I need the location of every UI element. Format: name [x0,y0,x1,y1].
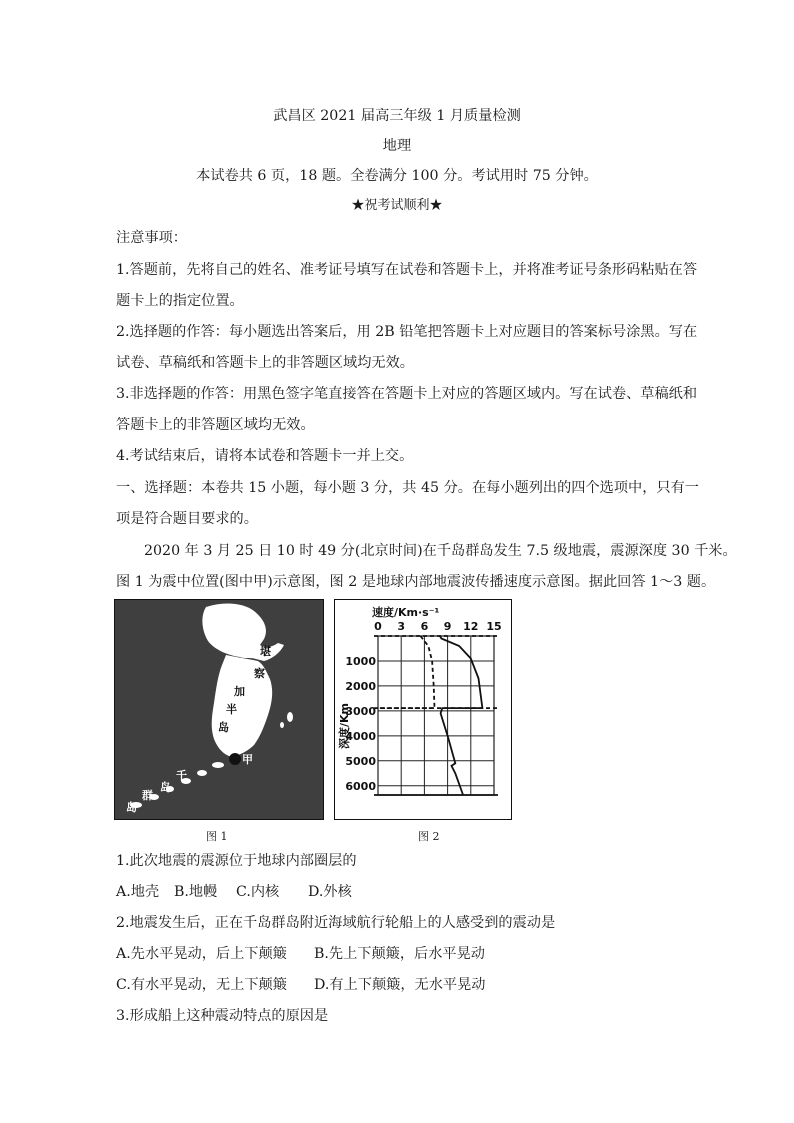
x-tick-label: 12 [463,620,479,633]
passage-text: 图 1 为震中位置(图中甲)示意图，图 2 是地球内部地震波传播速度示意图。据此回答 1～3 题。 [116,574,716,590]
figure2-caption: 图 2 [418,830,440,843]
notes-heading: 注意事项： [116,230,187,246]
subject-title: 地理 [382,138,412,154]
island [280,722,284,728]
x-tick-label: 15 [486,620,502,633]
y-axis-title: 深度/Km [338,702,351,749]
epicenter-label: 甲 [242,753,253,766]
islands-label-char: 群 [142,789,153,802]
peninsula-label-char: 堪 [260,645,271,658]
note-line: 3.非选择题的作答：用黑色签字笔直接答在答题卡上对应的答题区域内。写在试卷、草稿纸和 [116,386,698,402]
x-axis-title: 速度/Km·s⁻¹ [372,606,440,619]
option[interactable]: C.有水平晃动，无上下颠簸 [116,977,287,993]
wish-line: ★祝考试顺利★ [351,198,443,213]
option[interactable]: D.外核 [308,884,352,900]
note-line: 1.答题前，先将自己的姓名、准考证号填写在试卷和答题卡上，并将准考证号条形码粘贴在答 [116,262,698,278]
exam-info: 本试卷共 6 页，18 题。全卷满分 100 分。考试用时 75 分钟。 [196,168,598,184]
x-tick-label: 3 [397,620,406,633]
figure2-chart [334,599,512,820]
island [212,762,224,768]
figure1-map [114,599,324,820]
question-stem: 3.形成船上这种震动特点的原因是 [116,1008,329,1024]
option[interactable]: A.地壳 [116,884,160,900]
x-tick-label: 6 [420,620,429,633]
option[interactable]: B.先上下颠簸，后水平晃动 [314,946,485,962]
passage-text: 2020 年 3 月 25 日 10 时 49 分(北京时间)在千岛群岛发生 7.5 级地震，震源深度 30 千米。 [144,543,737,559]
question-options [116,975,485,995]
epicenter-marker [229,753,241,765]
y-tick-label: 2000 [345,679,376,693]
exam-title: 武昌区 2021 届高三年级 1 月质量检测 [273,108,521,124]
option[interactable]: A.先水平晃动，后上下颠簸 [116,946,287,962]
y-tick-label: 4000 [345,729,376,743]
figure1-caption: 图 1 [206,830,228,843]
question-options [116,944,485,964]
islands-label-char: 岛 [160,781,171,794]
option[interactable]: C.内核 [236,884,280,900]
note-line: 2.选择题的作答：每小题选出答案后，用 2B 铅笔把答题卡上对应题目的答案标号涂黑。写在 [116,324,698,340]
island [197,770,207,776]
note-line: 题卡上的指定位置。 [116,293,244,309]
island [287,712,293,722]
peninsula-label-char: 察 [254,667,265,680]
peninsula-label-char: 岛 [218,721,229,734]
x-tick-label: 0 [374,620,382,633]
note-line: 4.考试结束后，请将本试卷和答题卡一并上交。 [116,448,414,464]
option[interactable]: B.地幔 [174,884,218,900]
note-line: 试卷、草稿纸和答题卡上的非答题区域均无效。 [116,355,414,371]
y-tick-label: 6000 [345,779,376,793]
question-stem: 1.此次地震的震源位于地球内部圈层的 [116,853,357,869]
y-tick-label: 1000 [345,654,376,668]
section-instruction: 一、选择题：本卷共 15 小题，每小题 3 分，共 45 分。在每小题列出的四个选项中，只有一 [116,480,699,496]
question-options [116,882,352,902]
option[interactable]: D.有上下颠簸，无水平晃动 [314,977,486,993]
note-line: 答题卡上的非答题区域均无效。 [116,417,315,433]
question-stem: 2.地震发生后，正在千岛群岛附近海域航行轮船上的人感受到的震动是 [116,915,556,931]
islands-label-char: 千 [176,769,187,782]
islands-label-char: 岛 [126,801,137,814]
x-tick-label: 9 [443,620,452,633]
peninsula-label-char: 加 [234,685,245,698]
section-instruction: 项是符合题目要求的。 [116,511,258,527]
y-tick-label: 3000 [345,704,376,718]
peninsula-label-char: 半 [226,703,237,716]
y-tick-label: 5000 [345,754,376,768]
